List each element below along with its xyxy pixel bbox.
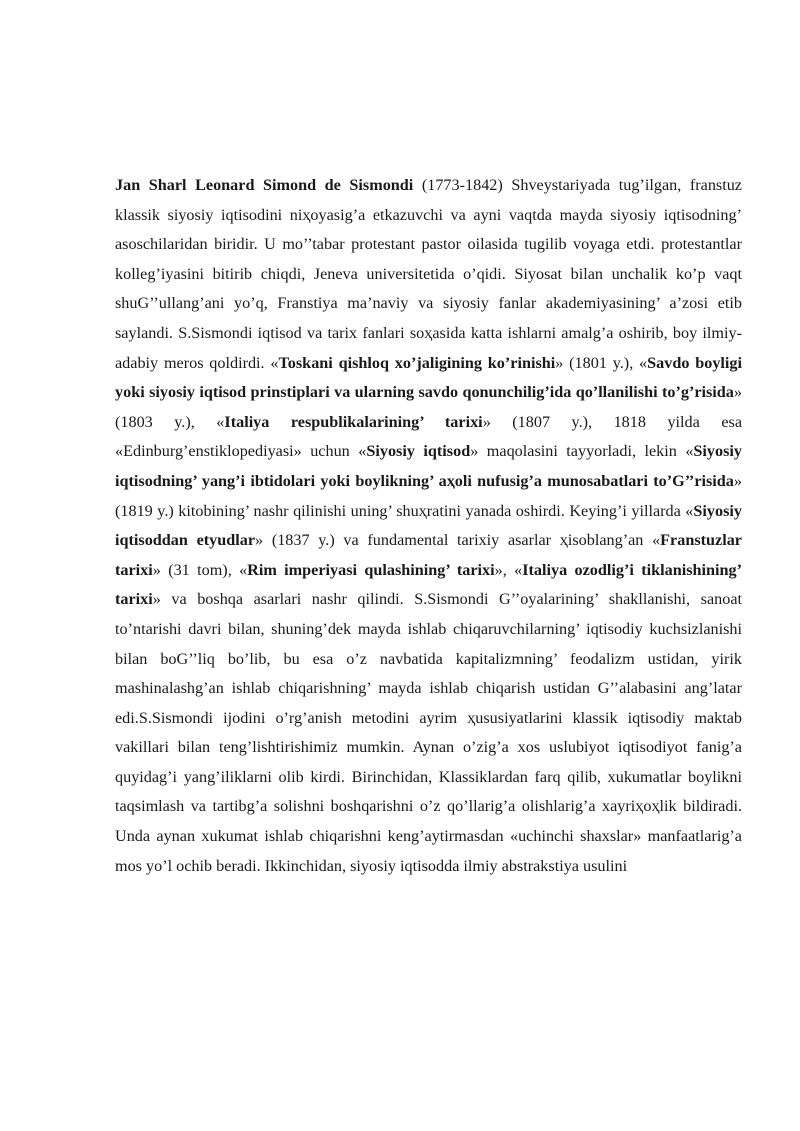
work-title: Italiya respublikalarining’ tarixi bbox=[224, 412, 483, 431]
text-run: » (31 tom), « bbox=[152, 560, 248, 579]
text-run: » va boshqa asarlari nashr qilindi. S.Sismondi G’’oyalarining’ shakllanishi, sanoat to’ntarishi davri bilan, shuning’dek mayda ishlab chiqaruvchilarning’ iqtisodiy kuchsizlanishi bilan boG’’liq bo’lib, bu esa o’z navbatida kapitalizmning’ feodalizm ustidan, yirik mashinalashg’an ishlab chiqarishning’ mayda ishlab chiqarish ustidan G’’alabasini ang’latar edi.S.Sismondi ijodini o’rg’anish metodini ayrim ҳususiyatlarini klassik iqtisodiy maktab vakillari bilan teng’lishtirishimiz mumkin. Aynan o’zig’a xos uslubiyot iqtisodiyot fanig’a quyidag’i yang’iliklarni olib kirdi. Birinchidan, Klassiklardan farq qilib, xukumatlar boylikni taqsimlash va tartibg’a solishni boshqarishni o’z qo’llarig’a olishlarig’a xayriҳoҳlik bildiradi. Unda aynan xukumat ishlab chiqarishni keng’aytirmasdan «uchinchi shaxslar» manfaatlarig’a mos yo’l ochib beradi. Ikkinchidan, siyosiy iqtisodda ilmiy abstrakstiya usulini bbox=[115, 590, 742, 875]
work-title: Siyosiy iqtisoddan etyudlar bbox=[115, 501, 742, 550]
author-name: Jan Sharl Leonard Simond de Sismondi bbox=[115, 176, 414, 194]
text-run: » (1807 y.), 1818 yilda esa «Edinburg’enstiklopediyasi» uchun « bbox=[115, 412, 743, 461]
body-paragraph bbox=[115, 171, 742, 881]
text-run: » (1803 y.), « bbox=[115, 383, 742, 431]
text-run: », « bbox=[494, 560, 523, 579]
text-run: (1773-1842) Shveystariyada tug’ilgan, franstuz klassik siyosiy iqtisodini niҳoyasig’a etkazuvchi va ayni vaqtda mayda siyosiy iqtisodning’ asoschilaridan biridir. U mo’’tabar protestant pastor oilasida tugilib voyaga etdi. protestantlar kolleg’iyasini bitirib chiqdi, Jeneva universitetida o’qidi. Siyosat bilan unchalik ko’p vaqt shuG’’ullang’ani yo’q, Franstiya ma’naviy va siyosiy fanlar akademiyasining’ a’zosi etib saylandi. S.Sismondi iqtisod va tarix fanlari soҳasida katta ishlarni amalg’a oshirib, boy ilmiy-adabiy meros qoldirdi. « bbox=[115, 176, 742, 372]
work-title: Italiya ozodlig’i tiklanishining’ tarixi bbox=[115, 560, 742, 609]
document-page bbox=[115, 171, 742, 881]
text-run: » (1801 y.), « bbox=[555, 353, 648, 372]
work-title: Siyosiy iqtisodning’ yang’i ibtidolari yoki boylikning’ aҳoli nufusig’a munosabatlari to’G’’risida bbox=[115, 442, 743, 490]
work-title: Savdo boyligi yoki siyosiy iqtisod prinstiplari va ularning savdo qonunchilig’ida qo’llanilishi to’g’risida bbox=[115, 353, 742, 402]
work-title: Toskani qishloq xo’jaligining ko’rinishi bbox=[278, 353, 556, 372]
text-run: » (1837 y.) va fundamental tarixiy asarlar ҳisoblang’an « bbox=[255, 531, 661, 550]
text-run: » (1819 y.) kitobining’ nashr qilinishi uning’ shuҳratini yanada oshirdi. Keying’i yillarda « bbox=[115, 471, 742, 520]
work-title: Siyosiy iqtisod bbox=[366, 442, 471, 461]
work-title: Franstuzlar tarixi bbox=[115, 531, 742, 579]
work-title: Rim imperiyasi qulashining’ tarixi bbox=[247, 560, 495, 579]
text-run: » maqolasini tayyorladi, lekin « bbox=[470, 442, 694, 461]
